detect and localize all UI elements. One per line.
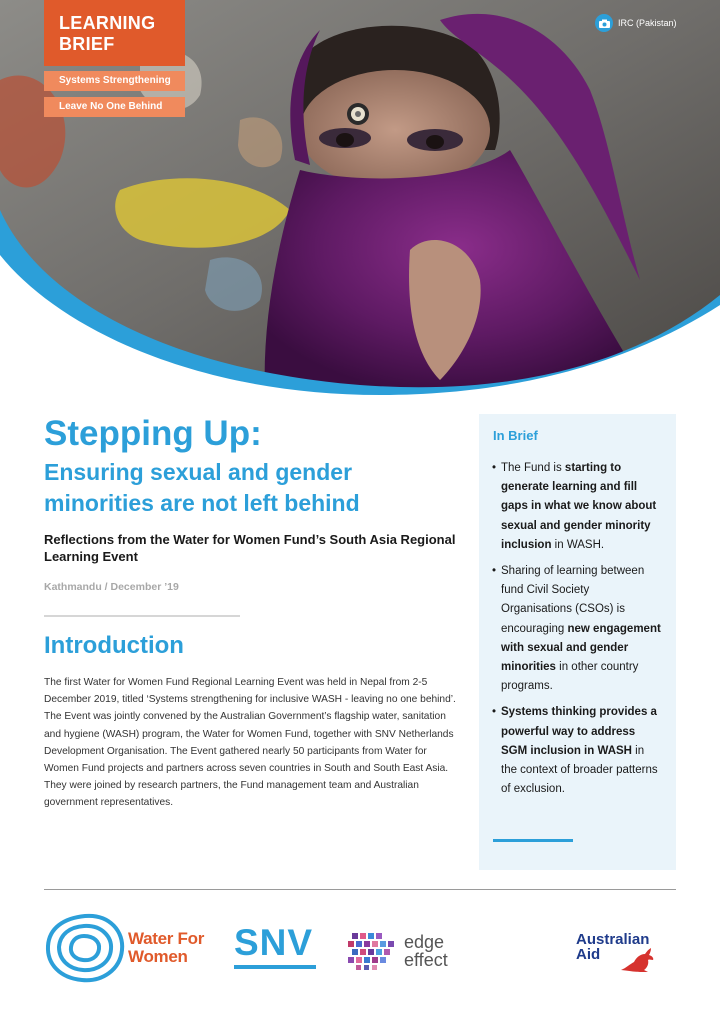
edge-effect-mosaic-icon [346,931,398,971]
in-brief-panel [479,414,676,870]
snv-wordmark: SNV [234,922,314,963]
edge-effect-wordmark: edge effect [404,932,448,970]
photo-credit-text: IRC (Pakistan) [618,18,677,28]
dateline: Kathmandu / December ’19 [44,581,179,593]
in-brief-accent-rule [493,839,573,842]
water-for-women-icon [44,912,126,984]
page-subtitle: Ensuring sexual and gender minorities are not left behind [44,459,360,516]
kangaroo-icon [618,946,658,974]
photo-credit [595,14,677,32]
water-for-women-wordmark: Water For Women [128,929,205,966]
learning-brief-text: LEARNING BRIEF [59,13,156,54]
list-item: • The Fund is starting to generate learning and fill gaps in what we know about sexual and gender minority inclusion in WASH. [493,459,662,555]
water-for-women-logo [44,912,204,984]
tag-leave-no-one-behind: Leave No One Behind [44,97,185,117]
australian-aid-wordmark: Australian Aid [576,931,650,963]
snv-logo [234,922,316,969]
list-item: • Sharing of learning between fund Civil Society Organisations (CSOs) is encouraging new engagement with sexual and gender minorities in other country programs. [493,562,662,696]
introduction-paragraph: The first Water for Women Fund Regional Learning Event was held in Nepal from 2-5 December 2019, titled ‘Systems strengthening for inclusive WASH - leaving no one behind’. The Event was jointly convened by the Australian Government’s flagship water, sanitation and hygiene (WASH) program, the Water for Women Fund, together with SNV Netherlands Development Organisation. The Event gathered nearly 50 participants from Water for Women Fund projects and partners across seven countries in South and South East Asia. They were joined by research partners, the Fund management team and Australian government representatives. [44,677,456,809]
section-divider [44,615,240,617]
hero-banner [0,0,720,395]
main-column [44,412,464,812]
footer-divider [44,889,676,890]
introduction-heading: Introduction [44,632,184,659]
in-brief-heading: In Brief [493,428,538,443]
learning-brief-label [44,0,185,66]
edge-effect-logo [346,931,448,971]
in-brief-list [493,459,662,799]
camera-icon [595,14,613,32]
page-title: Stepping Up: [44,414,262,453]
snv-underline [234,965,316,969]
list-item: • Systems thinking provides a powerful way to address SGM inclusion in WASH in the context of broader patterns of exclusion. [493,703,662,799]
australian-aid-logo [576,932,649,962]
reflections-heading: Reflections from the Water for Women Fund’s South Asia Regional Learning Event [44,532,456,564]
tag-systems-strengthening: Systems Strengthening [44,71,185,91]
